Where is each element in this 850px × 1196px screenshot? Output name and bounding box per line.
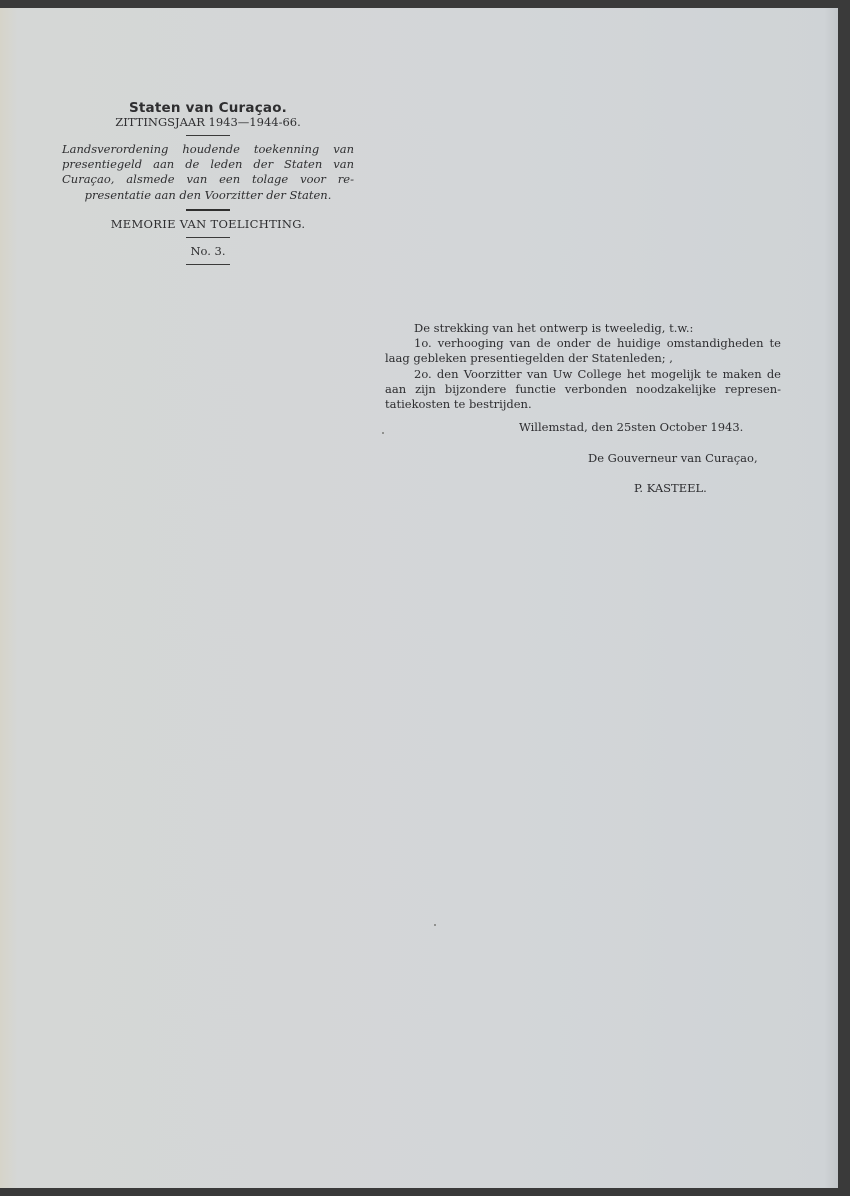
place-date: Willemstad, den 25sten October 1943. bbox=[519, 420, 744, 434]
document-number: No. 3. bbox=[190, 243, 226, 258]
subject-divider bbox=[186, 209, 230, 211]
body-point-1: 1o. verhooging van de onder de huidige omstandigheden te laag gebleken presentiegelden der Statenleden; , bbox=[385, 336, 781, 366]
paper-speck bbox=[434, 924, 436, 926]
document-type: MEMORIE VAN TOELICHTING. bbox=[110, 216, 306, 231]
document-title: Staten van Curaçao. bbox=[128, 100, 288, 116]
signatory-role: De Gouverneur van Curaçao, bbox=[588, 451, 758, 465]
document-header bbox=[60, 92, 356, 271]
body-point-2: 2o. den Voorzitter van Uw College het mogelijk te maken de aan zijn bijzondere functie verbonden noodzakelijke representatiekosten te bestrijden. bbox=[385, 366, 781, 412]
paper-speck bbox=[382, 432, 384, 434]
document-page bbox=[0, 8, 838, 1188]
document-subject: Landsverordening houdende toekenning van presentiegeld aan de leden der Staten van Curaçao, alsmede van een tolage voor representatie aan den Voorzitter der Staten. bbox=[62, 142, 354, 202]
page-edge-shade bbox=[824, 8, 838, 1188]
signatory-name: P. KASTEEL. bbox=[634, 481, 707, 495]
type-divider bbox=[186, 237, 230, 238]
document-body bbox=[385, 321, 781, 412]
body-intro: De strekking van het ontwerp is tweeledig, t.w.: bbox=[414, 321, 694, 335]
header-divider bbox=[186, 135, 230, 136]
number-divider bbox=[186, 264, 230, 265]
session-year: ZITTINGSJAAR 1943—1944-66. bbox=[115, 115, 301, 129]
